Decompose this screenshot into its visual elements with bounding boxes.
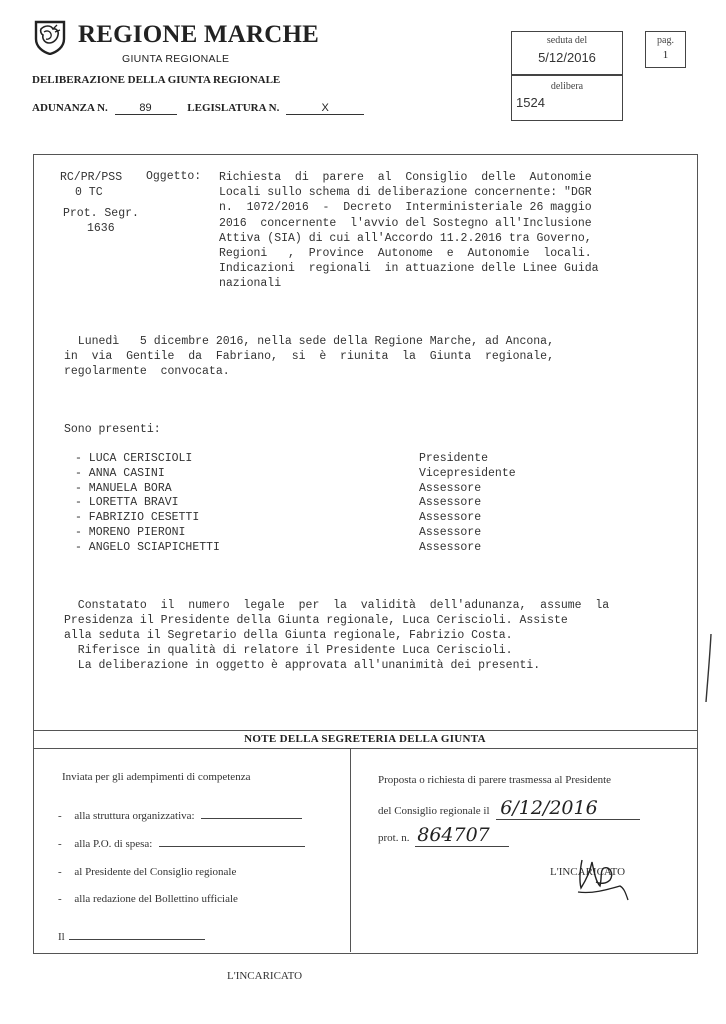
ref-line-1: RC/PR/PSS [60, 171, 123, 184]
closing-line: La deliberazione in oggetto è approvata all'unanimità dei presenti. [64, 659, 541, 672]
seduta-label: seduta del [546, 35, 588, 46]
member-name: - FABRIZIO CESETTI [75, 511, 200, 525]
pag-box [645, 31, 686, 68]
notes-left-item: - alla redazione del Bollettino ufficiale [58, 893, 238, 905]
closing-line: Presidenza il Presidente della Giunta regionale, Luca Ceriscioli. Assiste [64, 614, 568, 627]
notes-left-item: - alla struttura organizzativa: [58, 810, 302, 822]
closing-line: Constatato il numero legale per la validità dell'adunanza, assume la [64, 599, 610, 612]
notes-title: NOTE DELLA SEGRETERIA DELLA GIUNTA [244, 733, 486, 745]
seduta-box [511, 31, 623, 75]
member-name: - LORETTA BRAVI [75, 496, 179, 510]
adunanza-label: ADUNANZA N. [32, 102, 108, 114]
oggetto-line: Locali sullo schema di deliberazione concernente: "DGR [219, 186, 592, 200]
ref-line-2: 0 TC [75, 186, 103, 199]
delibera-label: delibera [550, 81, 584, 92]
refs-block [60, 170, 139, 236]
notes-title-divider [33, 748, 697, 749]
delibera-box [511, 75, 623, 121]
member-name: - LUCA CERISCIOLI [75, 452, 193, 465]
intro-paragraph [64, 334, 554, 379]
oggetto-line: 2016 concernente l'avvio del Sostegno all'Inclusione [219, 216, 592, 230]
delibera-value: 1524 [516, 95, 545, 110]
member-name: - MANUELA BORA [75, 481, 172, 495]
region-title: REGIONE MARCHE [78, 21, 320, 48]
legislatura-label: LEGISLATURA N. [187, 102, 280, 114]
presenti-label: Sono presenti: [64, 423, 161, 436]
member-role: Assessore [419, 496, 482, 510]
adunanza-value: 89 [115, 102, 177, 115]
oggetto-text [219, 170, 599, 292]
incaricato-left: L'INCARICATO [227, 970, 303, 982]
notes-left-item: - al Presidente del Consiglio regionale [58, 866, 237, 878]
deliberazione-heading: DELIBERAZIONE DELLA GIUNTA REGIONALE [32, 74, 281, 86]
oggetto-line: Richiesta di parere al Consiglio delle Autonomie [219, 171, 592, 184]
member-name: - MORENO PIERONI [75, 525, 186, 539]
notes-prot-row: prot. n. 864707 [378, 824, 509, 847]
prot-value: 1636 [87, 222, 115, 235]
members-roles [419, 452, 516, 556]
prot-label: Prot. Segr. [63, 207, 139, 220]
oggetto-line: Regioni , Province Autonome e Autonomie locali. [219, 247, 592, 261]
seduta-value: 5/12/2016 [538, 50, 596, 65]
content-divider [33, 730, 697, 731]
closing-line: alla seduta il Segretario della Giunta regionale, Fabrizio Costa. [64, 629, 513, 642]
notes-right-line-2: del Consiglio regionale il 6/12/2016 [378, 797, 640, 820]
notes-left-item: - alla P.O. di spesa: [58, 838, 305, 850]
member-name: - ANGELO SCIAPICHETTI [75, 540, 220, 554]
oggetto-line: n. 1072/2016 - Decreto Interministeriale 26 maggio [219, 201, 592, 215]
margin-pen-mark-icon [700, 632, 714, 704]
notes-right-line-1: Proposta o richiesta di parere trasmessa al Presidente [378, 774, 612, 786]
intro-line: in via Gentile da Fabriano, si è riunita la Giunta regionale, [64, 350, 554, 363]
regione-marche-logo-icon [33, 19, 67, 55]
giunta-subtitle: GIUNTA REGIONALE [122, 53, 230, 65]
closing-line: Riferisce in qualità di relatore il Presidente Luca Ceriscioli. [64, 644, 513, 657]
handwritten-prot: 864707 [415, 824, 509, 847]
handwritten-date: 6/12/2016 [496, 797, 640, 820]
pag-label: pag. [657, 35, 674, 46]
notes-left-title: Inviata per gli adempimenti di competenza [62, 771, 251, 783]
intro-line: Lunedì 5 dicembre 2016, nella sede della Regione Marche, ad Ancona, [64, 335, 554, 348]
intro-line: regolarmente convocata. [64, 365, 230, 378]
members-names [75, 452, 220, 556]
member-name: - ANNA CASINI [75, 466, 165, 480]
member-role: Presidente [419, 452, 489, 465]
pag-value: 1 [662, 49, 669, 61]
signature-icon [566, 850, 636, 902]
oggetto-line: Attiva (SIA) di cui all'Accordo 11.2.2016 tra Governo, [219, 231, 592, 245]
member-role: Vicepresidente [419, 466, 516, 480]
member-role: Assessore [419, 540, 482, 554]
closing-paragraph [64, 598, 609, 673]
incaricato-right: L'INCARICATO [550, 866, 626, 878]
il-label: Il [58, 931, 65, 943]
adunanza-row [32, 102, 364, 115]
oggetto-line: nazionali [219, 277, 282, 291]
member-role: Assessore [419, 481, 482, 495]
oggetto-label: Oggetto: [146, 170, 202, 183]
notes-il-row [58, 931, 205, 943]
member-role: Assessore [419, 511, 482, 525]
notes-column-divider [350, 748, 351, 952]
oggetto-line: Indicazioni regionali in attuazione delle Linee Guida [219, 262, 599, 276]
legislatura-value: X [286, 102, 364, 115]
member-role: Assessore [419, 525, 482, 539]
